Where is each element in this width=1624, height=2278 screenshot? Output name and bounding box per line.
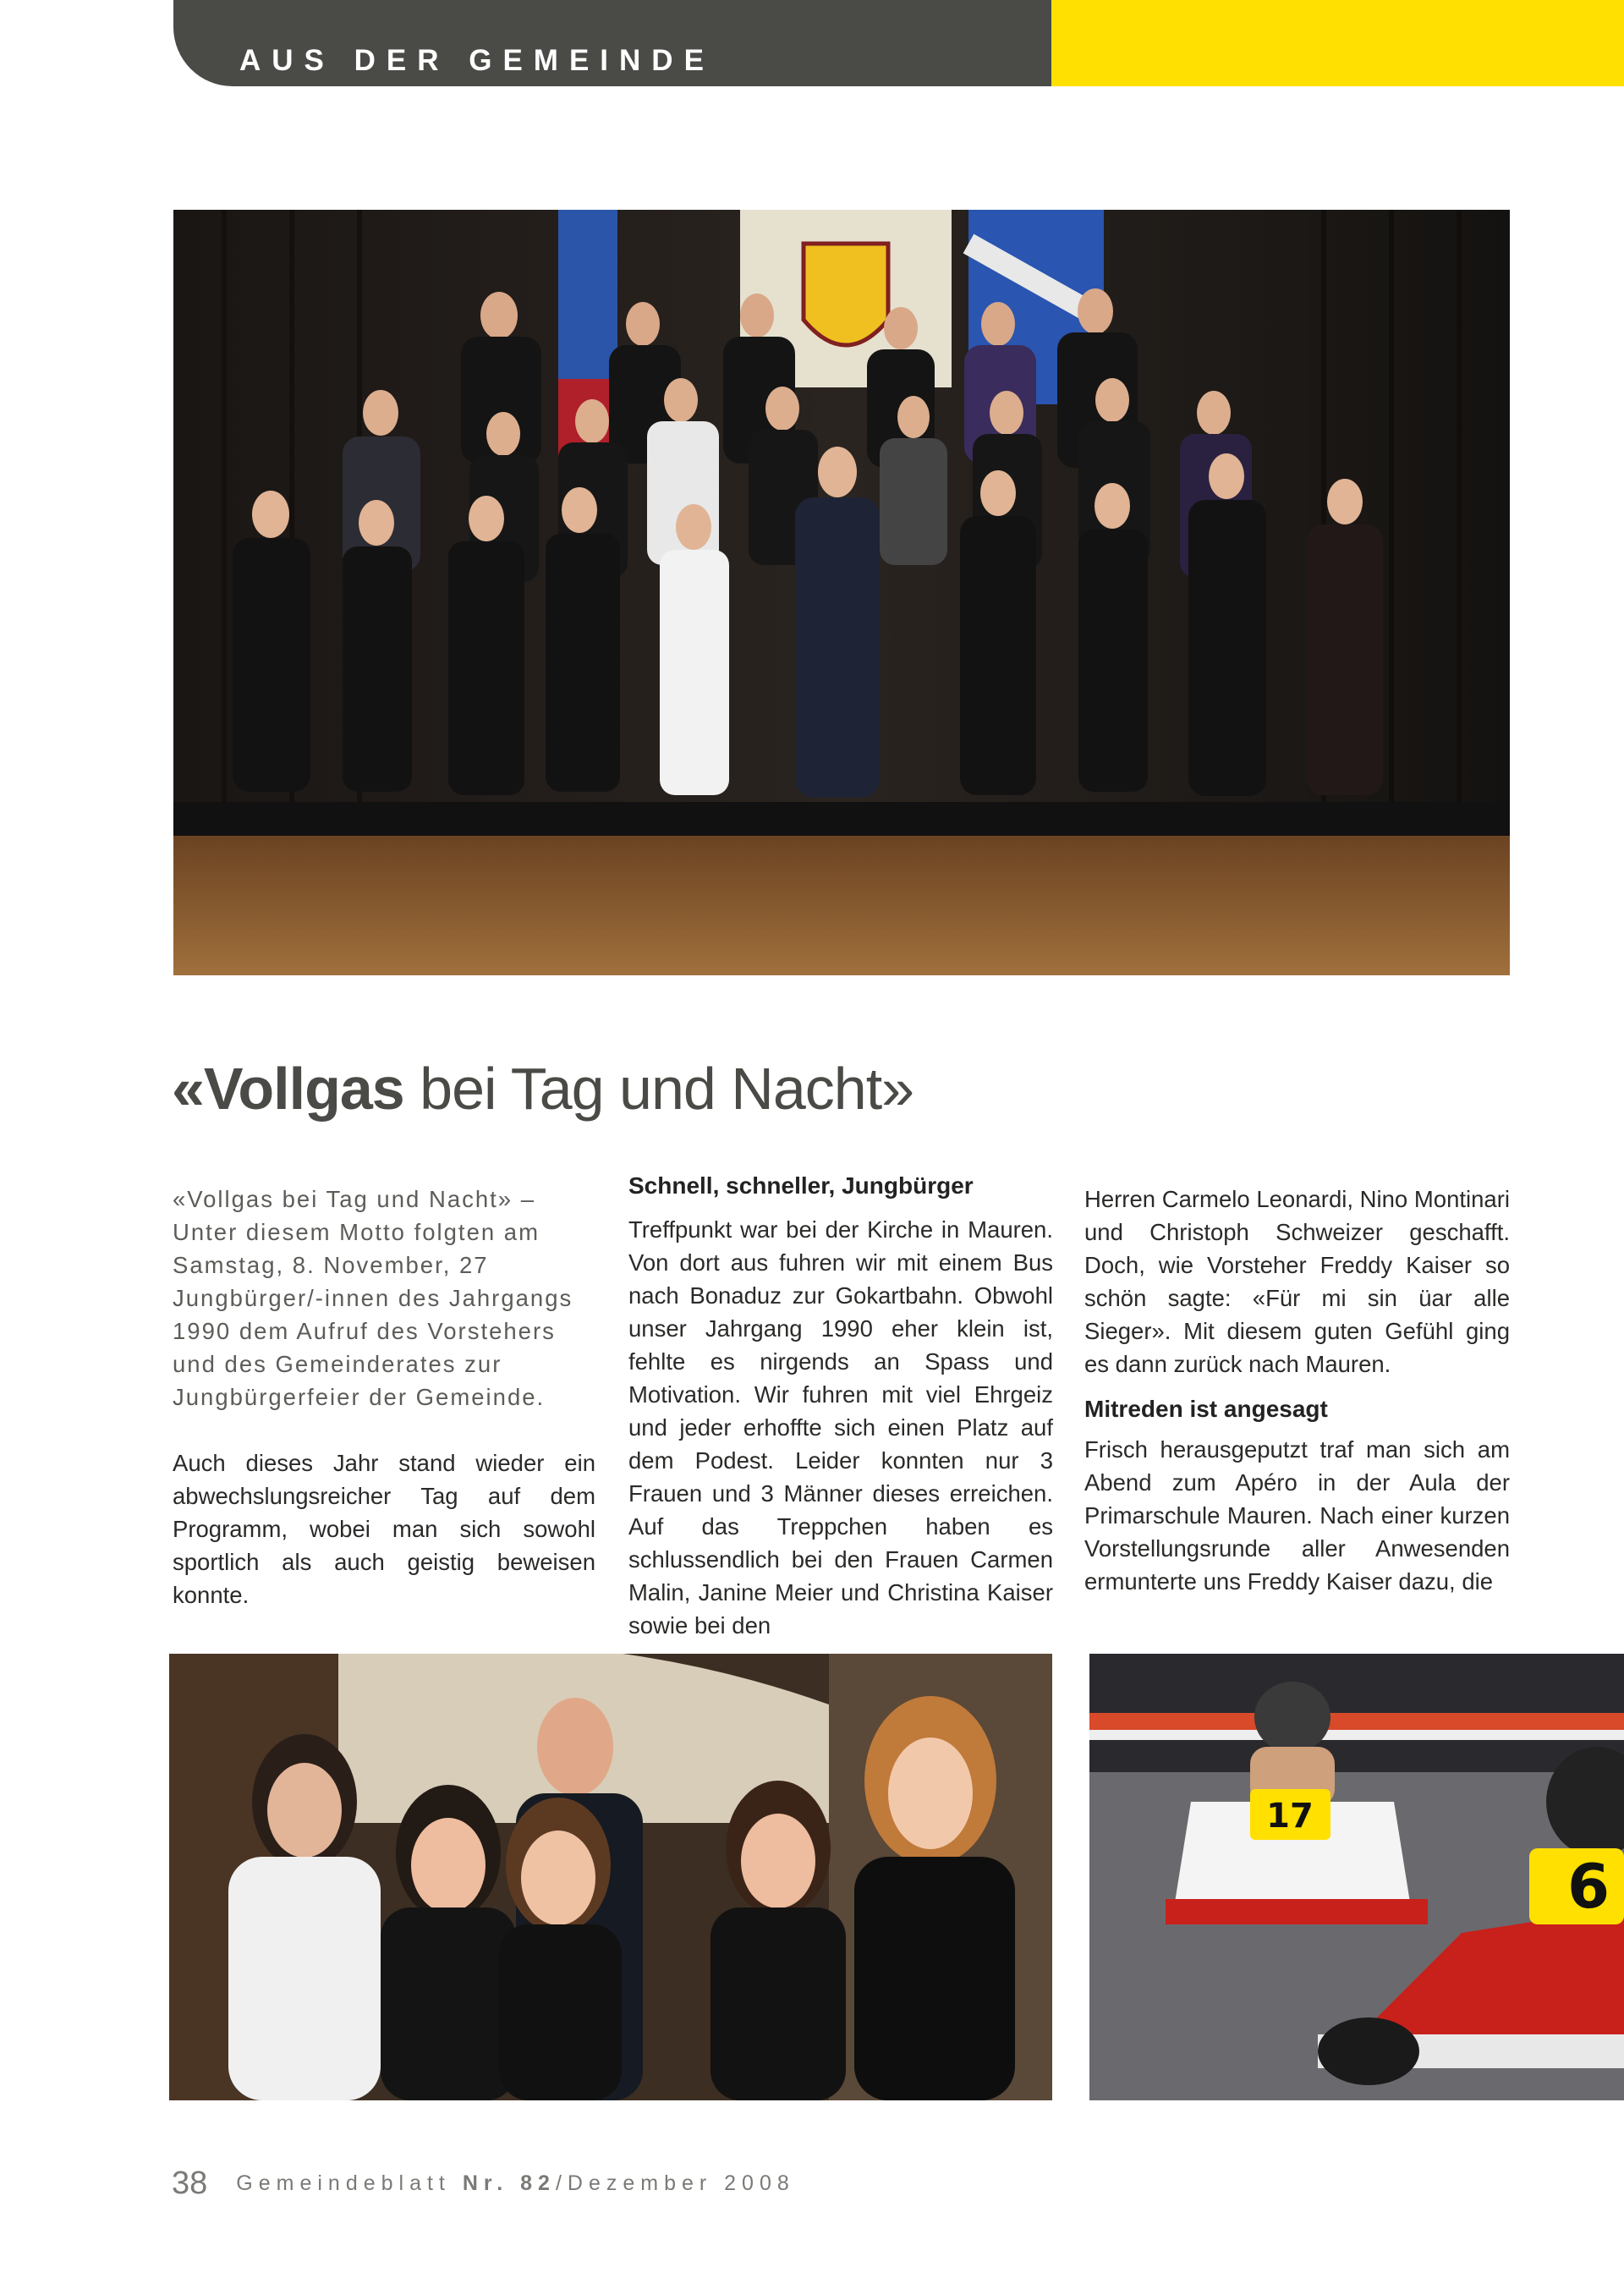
kart-number-6: 6 xyxy=(1566,1851,1610,1922)
group-photo xyxy=(173,210,1510,975)
header-accent xyxy=(1051,0,1624,86)
column-1 xyxy=(173,1183,595,1611)
party-photo xyxy=(169,1654,1052,2100)
paragraph-2: Treffpunkt war bei der Kirche in Mauren. Von dort aus fuhren wir mit einem Bus nach Bonaduz zur Gokartbahn. Obwohl unser Jahrgang 1990 eher klein ist, fehlte es nirgends an Spass und Motivation. Wir fuhren mit viel Ehrgeiz und jeder erhoffte sich einen Platz auf dem Podest. Leider konnten nur 3 Frauen und 3 Männer dieses erreichen. Auf das Treppchen haben es schlussendlich bei den Frauen Carmen Malin, Janine Meier und Christina Kaiser sowie bei den xyxy=(628,1216,1053,1639)
paragraph-1: Auch dieses Jahr stand wieder ein abwechslungsreicher Tag auf dem Programm, wobei man sich sowohl sportlich als auch geistig beweisen konnte. xyxy=(173,1450,595,1608)
kart-photo xyxy=(1089,1654,1624,2100)
column-3 xyxy=(1084,1183,1510,1598)
subheading-discussion: Mitreden ist angesagt xyxy=(1084,1396,1328,1422)
publication-name: Gemeindeblatt xyxy=(236,2171,463,2195)
article-headline xyxy=(172,1053,914,1124)
column-2 xyxy=(628,1172,1053,1642)
headline-strong: «Vollgas xyxy=(172,1056,404,1122)
paragraph-3: Herren Carmelo Leonardi, Nino Montinari und Christoph Schweizer geschafft. Doch, wie Vorsteher Freddy Kaiser so schön sagte: «Für mi sin üar alle Sieger». Mit diesem guten Gefühl ging es dann zurück nach Mauren. xyxy=(1084,1186,1510,1377)
issue-number: Nr. 82 xyxy=(462,2171,556,2195)
headline-rest: bei Tag und Nacht» xyxy=(403,1056,914,1122)
issue-date: /Dezember 2008 xyxy=(555,2171,795,2195)
section-title: AUS DER GEMEINDE xyxy=(239,44,715,77)
subheading-karting: Schnell, schneller, Jungbürger xyxy=(628,1172,974,1199)
article-lead: «Vollgas bei Tag und Nacht» – Unter diesem Motto folgten am Samstag, 8. November, 27 Jungbürger/-innen des Jahrgangs 1990 dem Aufruf des Vorstehers und des Gemeinderates zur Jungbürgerfeier der Gemeinde. xyxy=(173,1186,573,1410)
page-number: 38 xyxy=(172,2165,208,2201)
page-footer xyxy=(172,2165,795,2202)
paragraph-4: Frisch herausgeputzt traf man sich am Abend zum Apéro in der Aula der Primarschule Mauren. Nach einer kurzen Vorstellungsrunde aller Anwesenden ermunterte uns Freddy Kaiser dazu, die xyxy=(1084,1436,1510,1595)
kart-number-17: 17 xyxy=(1266,1797,1314,1836)
